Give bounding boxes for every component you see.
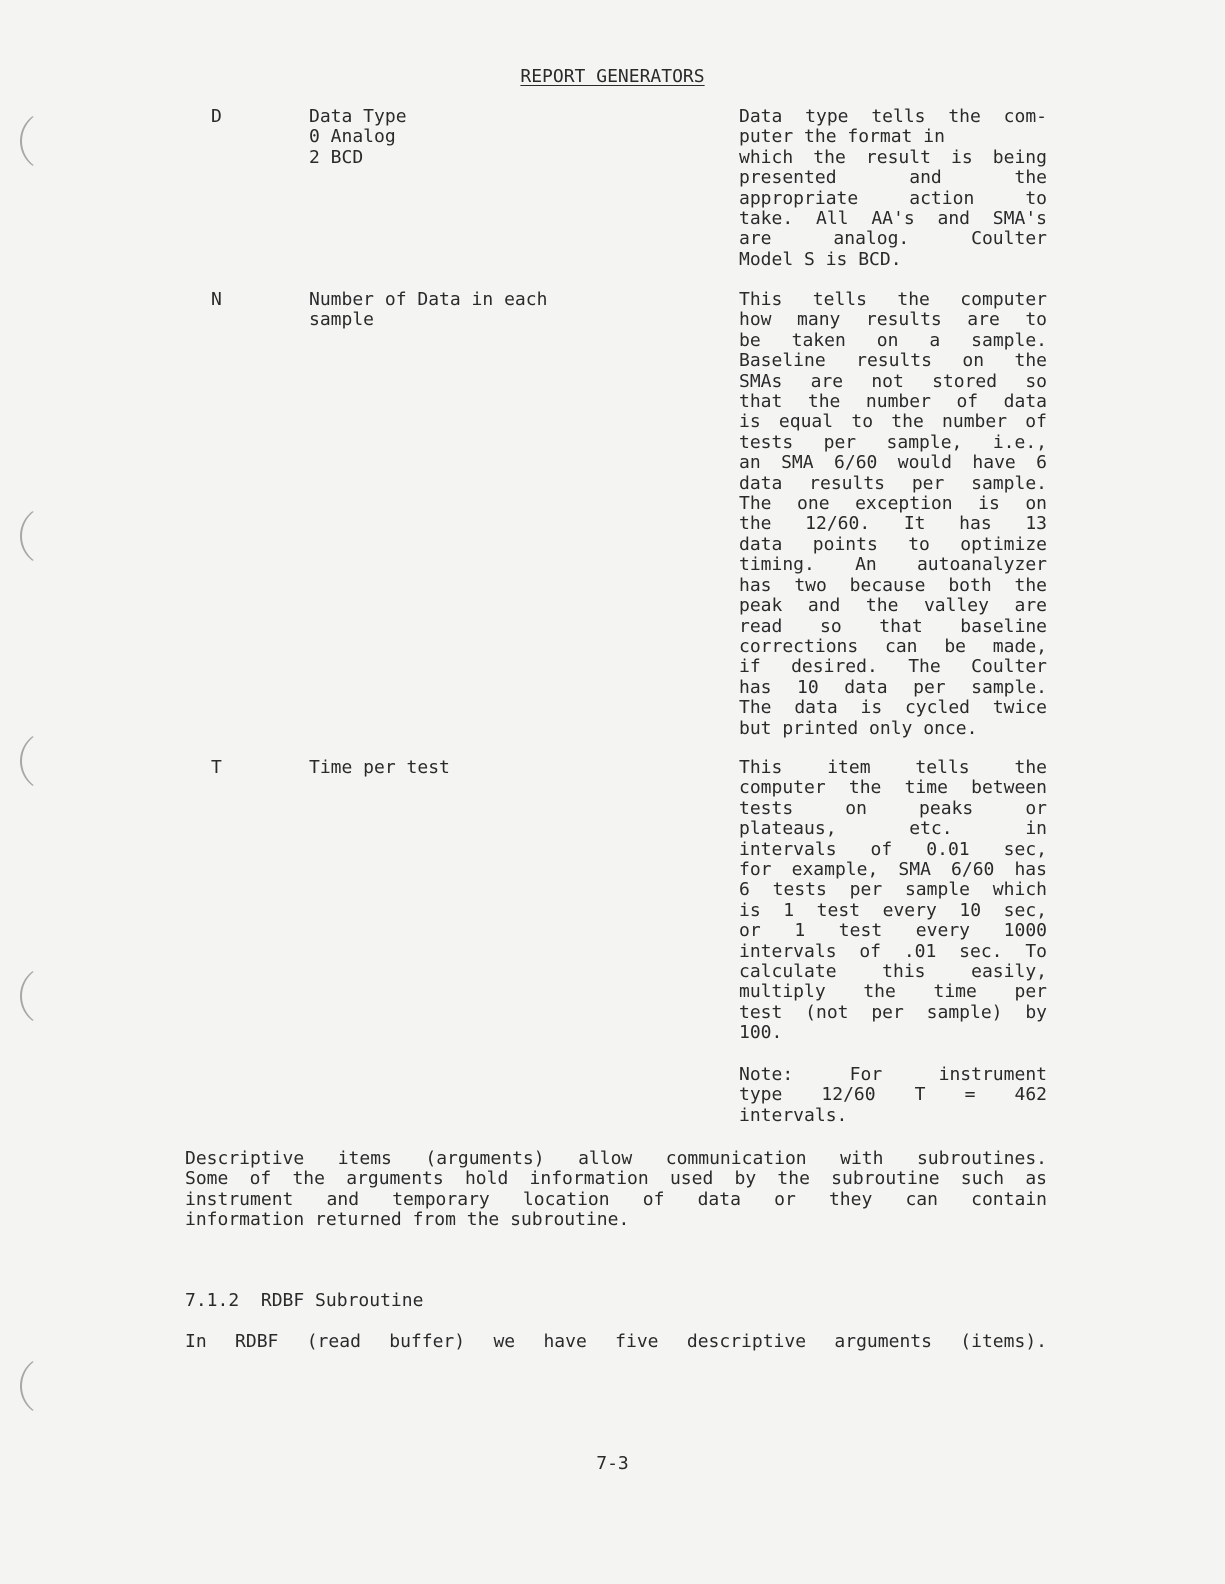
note-line: intervals.	[739, 1104, 848, 1126]
description-line: an SMA 6/60 would have 6	[739, 452, 1047, 474]
description-line: read so that baseline	[739, 615, 1047, 637]
description-line: tests on peaks or	[739, 797, 1047, 819]
label-line: sample	[309, 309, 375, 331]
description-line: intervals of .01 sec. To	[739, 940, 1047, 962]
section-text: In RDBF (read buffer) we have five descriptive arguments (items).	[185, 1331, 1047, 1352]
note-line: type 12/60 T = 462	[739, 1084, 1047, 1106]
description-line: or 1 test every 1000	[739, 920, 1047, 942]
paragraph-line: Some of the arguments hold information used by the subroutine such as	[185, 1168, 1047, 1190]
item-label	[309, 107, 609, 168]
description-line: which the result is being	[739, 146, 1047, 168]
description-line: This tells the computer	[739, 289, 1047, 310]
description-line: computer the time between	[739, 777, 1047, 799]
label-line: Time per test	[309, 757, 450, 778]
description-line: test (not per sample) by	[739, 1001, 1047, 1023]
description-line: SMAs are not stored so	[739, 370, 1047, 392]
description-line: is 1 test every 10 sec,	[739, 899, 1047, 921]
description-line: has two because both the	[739, 574, 1047, 596]
item-code: D	[211, 106, 222, 127]
description-line: The data is cycled twice	[739, 697, 1047, 719]
description-line: Baseline results on the	[739, 350, 1047, 372]
description-line: intervals of 0.01 sec,	[739, 838, 1047, 860]
description-line: data points to optimize	[739, 533, 1047, 555]
description-line: the 12/60. It has 13	[739, 513, 1047, 535]
item-description	[739, 758, 1047, 1044]
description-line: 6 tests per sample which	[739, 879, 1047, 901]
description-line: puter the format in	[739, 126, 945, 148]
description-line: corrections can be made,	[739, 635, 1047, 657]
descriptive-items-paragraph	[185, 1149, 1047, 1231]
description-line: has 10 data per sample.	[739, 676, 1047, 698]
item-description	[739, 290, 1047, 739]
section-heading	[185, 1290, 423, 1312]
binder-hole-mark	[20, 1355, 82, 1417]
description-line: presented and the	[739, 167, 1047, 189]
page-header	[0, 66, 1225, 88]
description-line: Model S is BCD.	[739, 248, 902, 270]
item-note	[739, 1065, 1047, 1126]
item-code: N	[211, 289, 222, 310]
item-label	[309, 290, 609, 331]
description-line: is equal to the number of	[739, 411, 1047, 433]
binder-hole-mark	[20, 110, 82, 172]
description-line: that the number of data	[739, 391, 1047, 413]
description-line: peak and the valley are	[739, 595, 1047, 617]
page-number: 7-3	[596, 1453, 629, 1474]
description-line: are analog. Coulter	[739, 228, 1047, 250]
description-line: The one exception is on	[739, 493, 1047, 515]
description-line: data results per sample.	[739, 472, 1047, 494]
description-line: but printed only once.	[739, 717, 978, 739]
binder-hole-mark	[20, 730, 82, 792]
description-line: be taken on a sample.	[739, 329, 1047, 351]
item-code: T	[211, 757, 222, 778]
paragraph-line: information returned from the subroutine.	[185, 1209, 630, 1231]
page-title: REPORT GENERATORS	[520, 66, 705, 87]
description-line: appropriate action to	[739, 187, 1047, 209]
description-line: 100.	[739, 1022, 783, 1044]
paragraph-line: instrument and temporary location of data or they can contain	[185, 1188, 1047, 1210]
label-line: 2 BCD	[309, 146, 364, 168]
description-line: timing. An autoanalyzer	[739, 554, 1047, 576]
binder-hole-mark	[20, 965, 82, 1027]
description-line: how many results are to	[739, 309, 1047, 331]
note-line: Note: For instrument	[739, 1064, 1047, 1085]
paragraph-line: Descriptive items (arguments) allow communication with subroutines.	[185, 1148, 1047, 1169]
section-title: RDBF Subroutine	[260, 1290, 424, 1311]
description-line: tests per sample, i.e.,	[739, 431, 1047, 453]
item-label	[309, 758, 609, 778]
binder-hole-mark	[20, 505, 82, 567]
description-line: for example, SMA 6/60 has	[739, 859, 1047, 881]
description-line: This item tells the	[739, 757, 1047, 778]
item-description	[739, 107, 1047, 270]
description-line: if desired. The Coulter	[739, 656, 1047, 678]
description-line: multiply the time per	[739, 981, 1047, 1003]
section-number: 7.1.2	[185, 1290, 240, 1311]
description-line: calculate this easily,	[739, 961, 1047, 983]
label-line: Data Type	[309, 106, 407, 127]
description-line: Data type tells the com-	[739, 106, 1047, 127]
description-line: take. All AA's and SMA's	[739, 208, 1047, 230]
description-line: plateaus, etc. in	[739, 818, 1047, 840]
label-line: 0 Analog	[309, 126, 396, 148]
label-line: Number of Data in each	[309, 289, 548, 310]
